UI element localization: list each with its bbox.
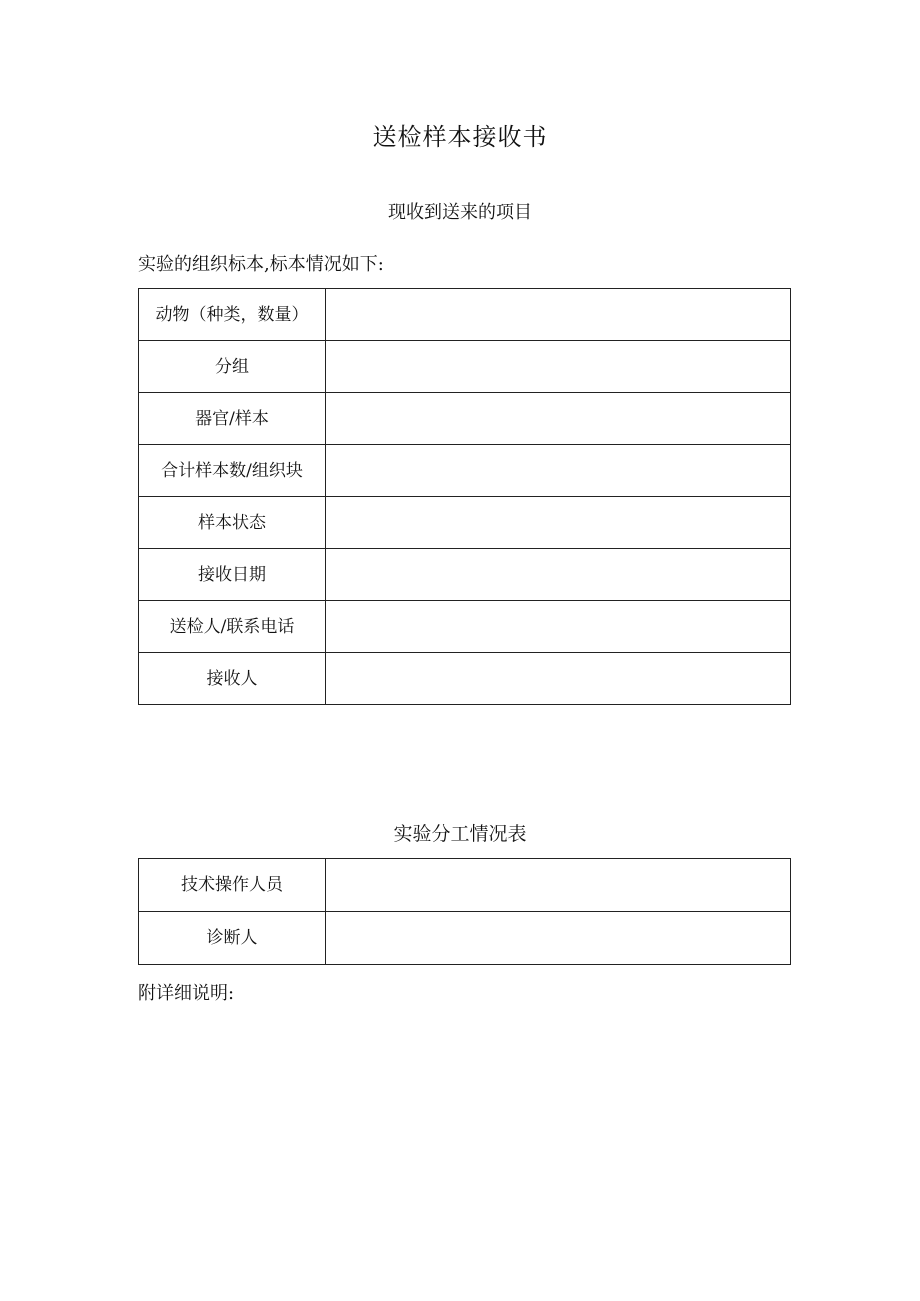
row-label: 样本状态 [139,497,326,549]
row-label: 分组 [139,341,326,393]
row-label: 接收日期 [139,549,326,601]
row-value-field[interactable] [326,653,791,705]
row-value-field[interactable] [326,445,791,497]
table-row [139,601,791,653]
row-value-field[interactable] [326,912,791,965]
row-label: 送检人/联系电话 [139,601,326,653]
row-label: 合计样本数/组织块 [139,445,326,497]
table-row [139,497,791,549]
row-value-field[interactable] [326,601,791,653]
division-section-title: 实验分工情况表 [393,823,527,845]
table-row [139,549,791,601]
row-label: 接收人 [139,653,326,705]
row-value-field[interactable] [326,393,791,445]
sample-info-table [138,288,791,705]
table-row [139,859,791,912]
intro-text: 实验的组织标本,标本情况如下: [138,254,384,275]
notes-label: 附详细说明: [138,983,235,1004]
row-value-field[interactable] [326,549,791,601]
row-value-field[interactable] [326,341,791,393]
row-value-field[interactable] [326,859,791,912]
document-subtitle: 现收到送来的项目 [388,202,532,223]
row-label: 技术操作人员 [139,859,326,912]
table-row [139,445,791,497]
table-row [139,289,791,341]
table-row [139,912,791,965]
row-label: 诊断人 [139,912,326,965]
document-title: 送检样本接收书 [372,123,548,151]
row-label: 动物（种类，数量） [139,289,326,341]
table-row [139,393,791,445]
row-value-field[interactable] [326,497,791,549]
row-label: 器官/样本 [139,393,326,445]
table-row [139,341,791,393]
row-value-field[interactable] [326,289,791,341]
division-table [138,858,791,965]
table-row [139,653,791,705]
